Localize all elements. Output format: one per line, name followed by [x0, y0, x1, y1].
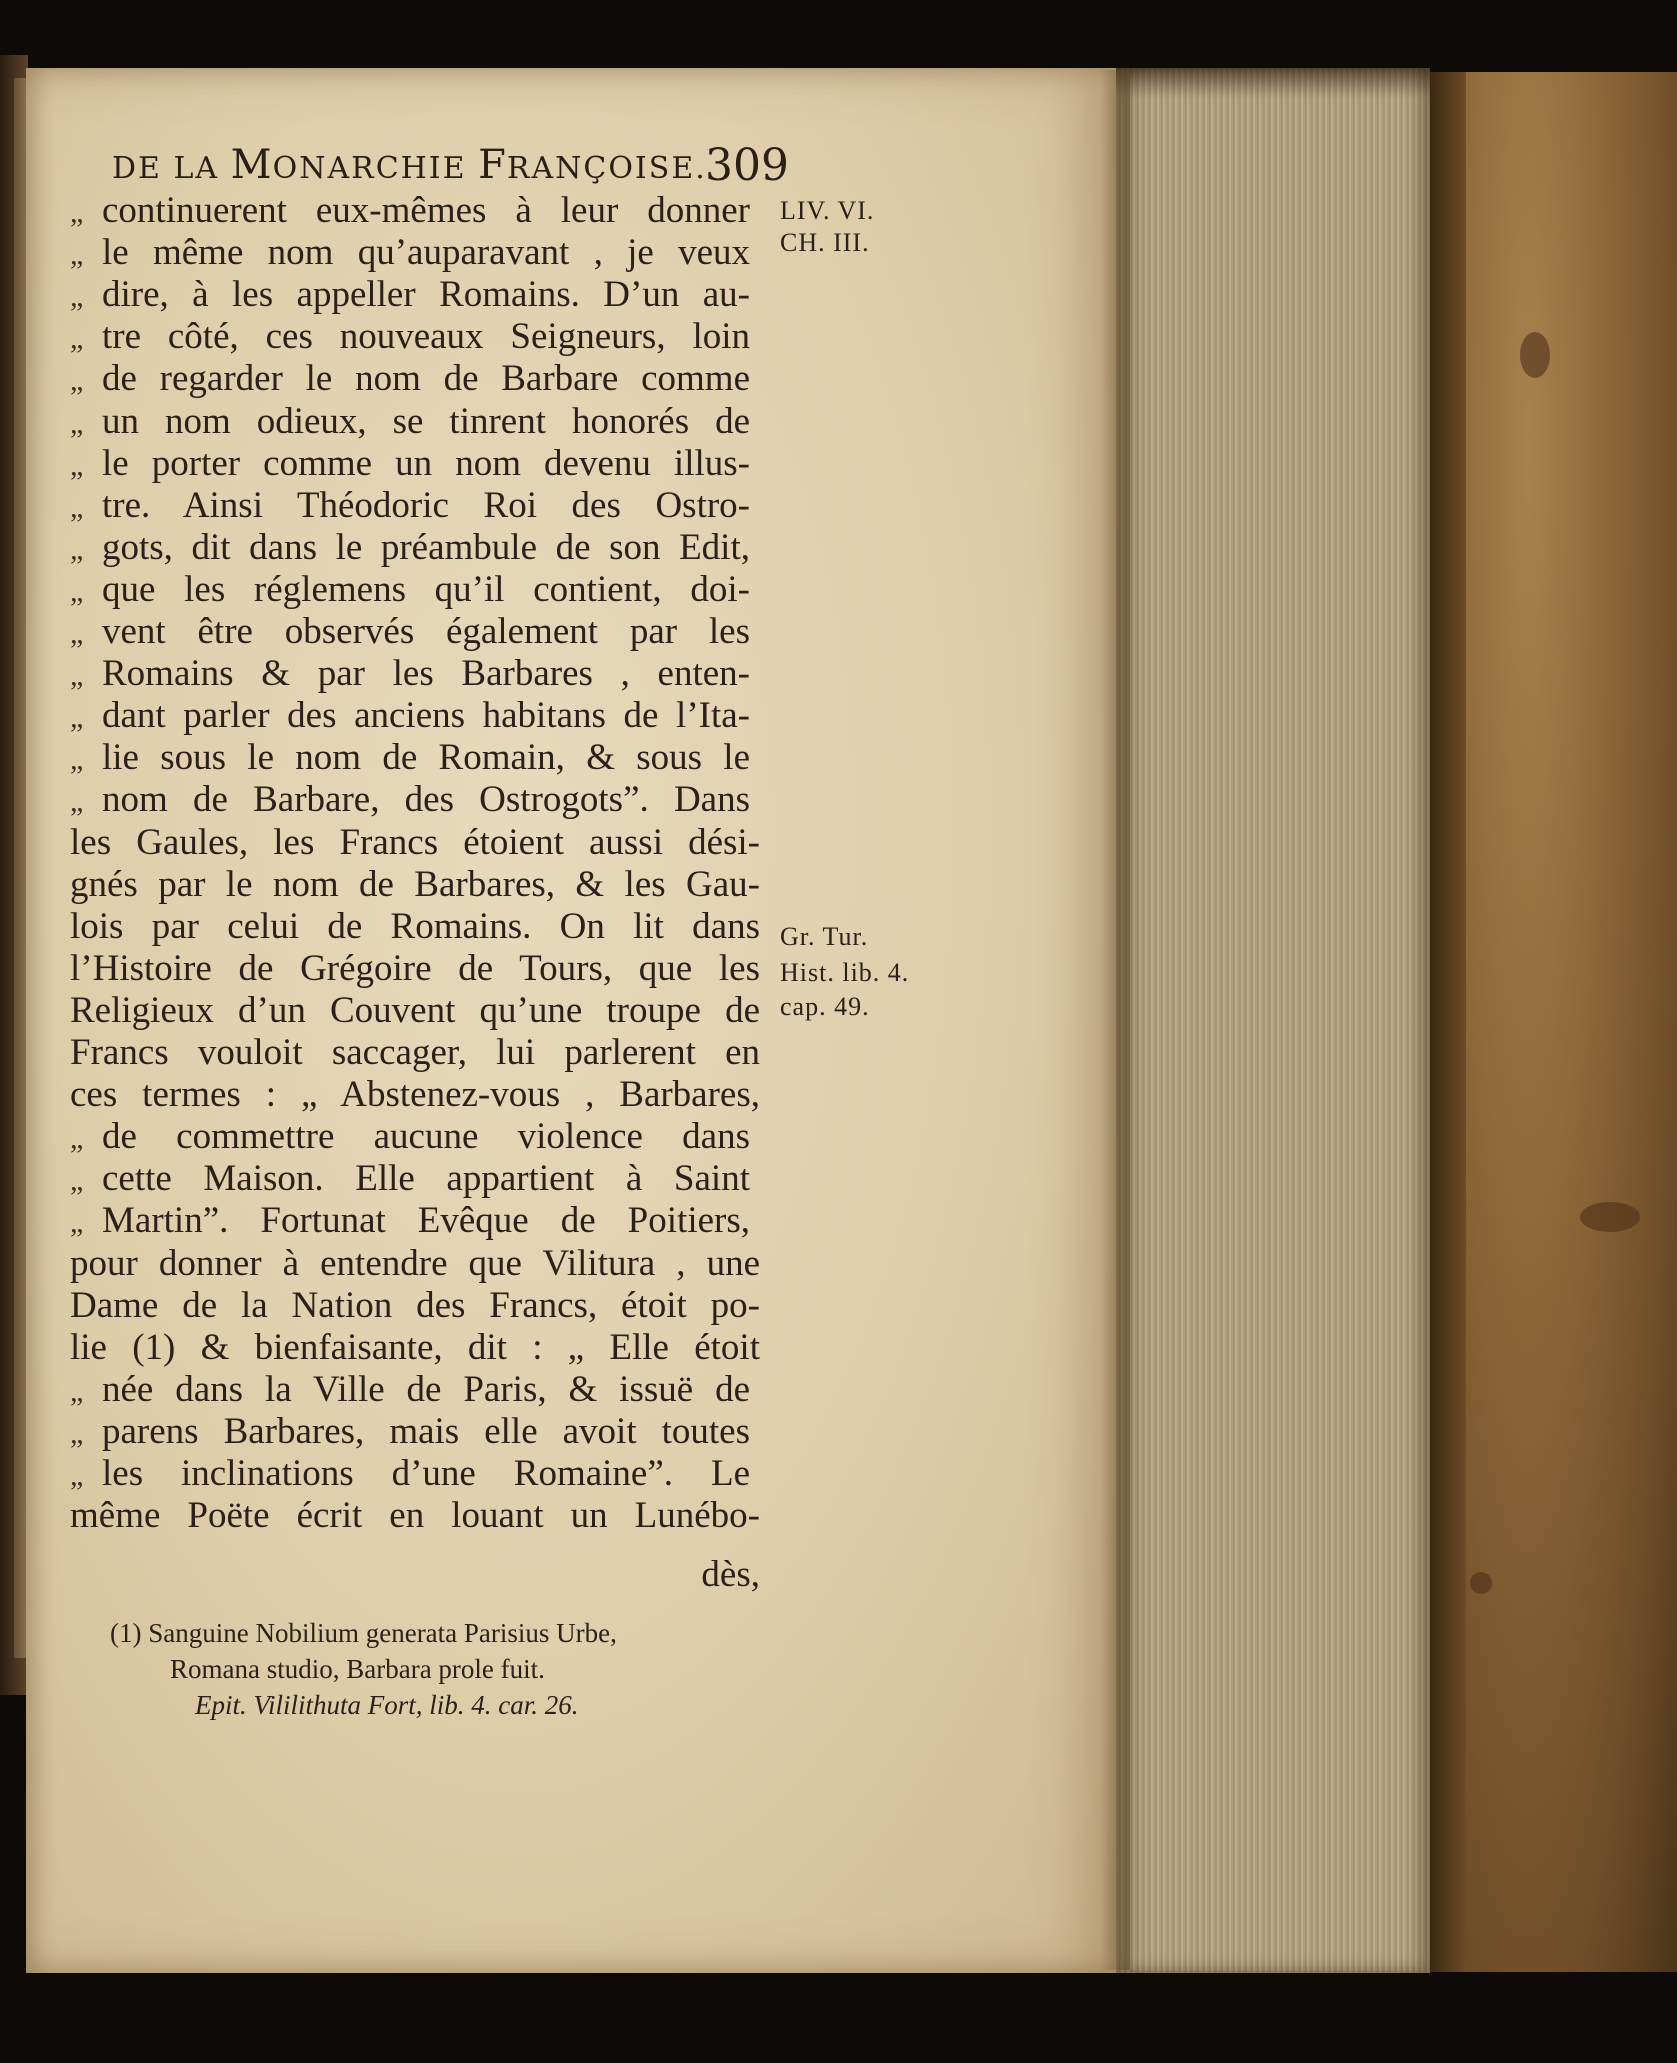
quote-mark: „ [70, 407, 84, 440]
quote-mark: „ [70, 533, 84, 566]
text-line [70, 695, 770, 737]
quote-mark: „ [70, 1375, 84, 1408]
quote-mark: „ [70, 575, 84, 608]
text-line [70, 611, 770, 653]
right-leather-cover [1430, 72, 1677, 1972]
text-line [70, 1285, 770, 1327]
cover-inner-edge [1430, 72, 1466, 1972]
page-number: 309 [705, 140, 789, 191]
quote-mark: „ [70, 1459, 84, 1492]
text-line [70, 1200, 770, 1242]
line-text: les inclinations d’une Romaine”. Le [102, 1453, 750, 1494]
margin-note-ref-book: Hist. lib. 4. [780, 958, 910, 987]
text-line [70, 906, 770, 948]
quote-mark: „ [70, 743, 84, 776]
running-head-rancoise: RANÇOISE. [506, 151, 707, 186]
quote-mark: „ [70, 785, 84, 818]
text-line [70, 1243, 770, 1285]
text-line [70, 274, 770, 316]
line-text: Religieux d’un Couvent qu’une troupe de [70, 990, 760, 1031]
quote-mark: „ [70, 701, 84, 734]
line-text: dant parler des anciens habitans de l’Ita- [102, 695, 750, 736]
running-head-f: F [478, 142, 507, 188]
text-line [70, 358, 770, 400]
page-gutter-shadow [1100, 70, 1130, 1970]
line-text: continuerent eux-mêmes à leur donner [102, 190, 750, 231]
line-text: ces termes : „ Abstenez-vous , Barbares, [70, 1074, 760, 1115]
text-line [70, 990, 770, 1032]
running-head-onarchie: ONARCHIE [272, 151, 479, 186]
line-text: tre côté, ces nouveaux Seigneurs, loin [102, 316, 750, 357]
line-text: un nom odieux, se tinrent honorés de [102, 401, 750, 442]
text-line [70, 1411, 770, 1453]
text-line [70, 1495, 770, 1537]
text-line [70, 1158, 770, 1200]
line-text: le même nom qu’auparavant , je veux [102, 232, 750, 273]
text-line [70, 737, 770, 779]
footnote-line-1: (1) Sanguine Nobilium generata Parisius Urbe, [110, 1618, 617, 1648]
quote-mark: „ [70, 238, 84, 271]
text-line [70, 822, 770, 864]
cover-stain [1470, 1572, 1492, 1594]
quote-mark: „ [70, 196, 84, 229]
line-text: née dans la Ville de Paris, & issuë de [102, 1369, 750, 1410]
line-text: vent être observés également par les [102, 611, 750, 652]
margin-note-book: LIV. VI. [780, 196, 875, 225]
line-text: nom de Barbare, des Ostrogots”. Dans [102, 779, 750, 820]
text-line [70, 1369, 770, 1411]
text-line [70, 1116, 770, 1158]
line-text: dire, à les appeller Romains. D’un au- [102, 274, 750, 315]
text-line [70, 864, 770, 906]
cover-stain [1520, 332, 1550, 378]
quote-mark: „ [70, 1417, 84, 1450]
text-line [70, 653, 770, 695]
page-block-edges [1112, 68, 1430, 1973]
line-text: tre. Ainsi Théodoric Roi des Ostro- [102, 485, 750, 526]
cover-stain [1580, 1202, 1640, 1232]
line-text: Martin”. Fortunat Evêque de Poitiers, [102, 1200, 750, 1241]
line-text: lois par celui de Romains. On lit dans [70, 906, 760, 947]
line-text: gnés par le nom de Barbares, & les Gau- [70, 864, 760, 905]
quote-mark: „ [70, 1122, 84, 1155]
line-text: Dame de la Nation des Francs, étoit po- [70, 1285, 760, 1326]
text-line [70, 232, 770, 274]
line-text: de commettre aucune violence dans [102, 1116, 750, 1157]
margin-note-ref-chapter: cap. 49. [780, 992, 870, 1021]
catchword [70, 1554, 770, 1596]
text-line [70, 779, 770, 821]
running-head-m: M [230, 142, 273, 188]
catchword-text: dès, [701, 1554, 760, 1595]
quote-mark: „ [70, 449, 84, 482]
text-line [70, 401, 770, 443]
line-text: Francs vouloit saccager, lui parlerent en [70, 1032, 760, 1073]
line-text: l’Histoire de Grégoire de Tours, que les [70, 948, 760, 989]
line-text: de regarder le nom de Barbare comme [102, 358, 750, 399]
quote-mark: „ [70, 280, 84, 313]
text-line [70, 527, 770, 569]
margin-note-chapter: CH. III. [780, 228, 870, 257]
line-text: Romains & par les Barbares , enten- [102, 653, 750, 694]
line-text: que les réglemens qu’il contient, doi- [102, 569, 750, 610]
quote-mark: „ [70, 322, 84, 355]
page-block-shadow [1112, 68, 1430, 98]
quote-mark: „ [70, 617, 84, 650]
quote-mark: „ [70, 364, 84, 397]
quote-mark: „ [70, 491, 84, 524]
text-line [70, 1032, 770, 1074]
text-line [70, 948, 770, 990]
quote-mark: „ [70, 1206, 84, 1239]
line-text: gots, dit dans le préambule de son Edit, [102, 527, 750, 568]
line-text: pour donner à entendre que Vilitura , une [70, 1243, 760, 1284]
text-line [70, 1453, 770, 1495]
quote-mark: „ [70, 1164, 84, 1197]
running-head-de-la: DE LA [112, 151, 231, 186]
margin-note-ref-author: Gr. Tur. [780, 922, 869, 951]
text-line [70, 485, 770, 527]
text-line [70, 443, 770, 485]
line-text: les Gaules, les Francs étoient aussi dési- [70, 822, 760, 863]
quote-mark: „ [70, 659, 84, 692]
line-text: lie (1) & bienfaisante, dit : „ Elle étoit [70, 1327, 760, 1368]
line-text: cette Maison. Elle appartient à Saint [102, 1158, 750, 1199]
text-line [70, 1074, 770, 1116]
line-text: parens Barbares, mais elle avoit toutes [102, 1411, 750, 1452]
text-line [70, 569, 770, 611]
text-line [70, 316, 770, 358]
line-text: le porter comme un nom devenu illus- [102, 443, 750, 484]
text-line [70, 1327, 770, 1369]
running-head [112, 142, 792, 188]
line-text: même Poëte écrit en louant un Lunébo- [70, 1495, 760, 1536]
footnote-line-3: Epit. Vililithuta Fort, lib. 4. car. 26. [195, 1690, 579, 1720]
line-text: lie sous le nom de Romain, & sous le [102, 737, 750, 778]
footnote-line-2: Romana studio, Barbara prole fuit. [170, 1654, 545, 1684]
text-line [70, 190, 770, 232]
